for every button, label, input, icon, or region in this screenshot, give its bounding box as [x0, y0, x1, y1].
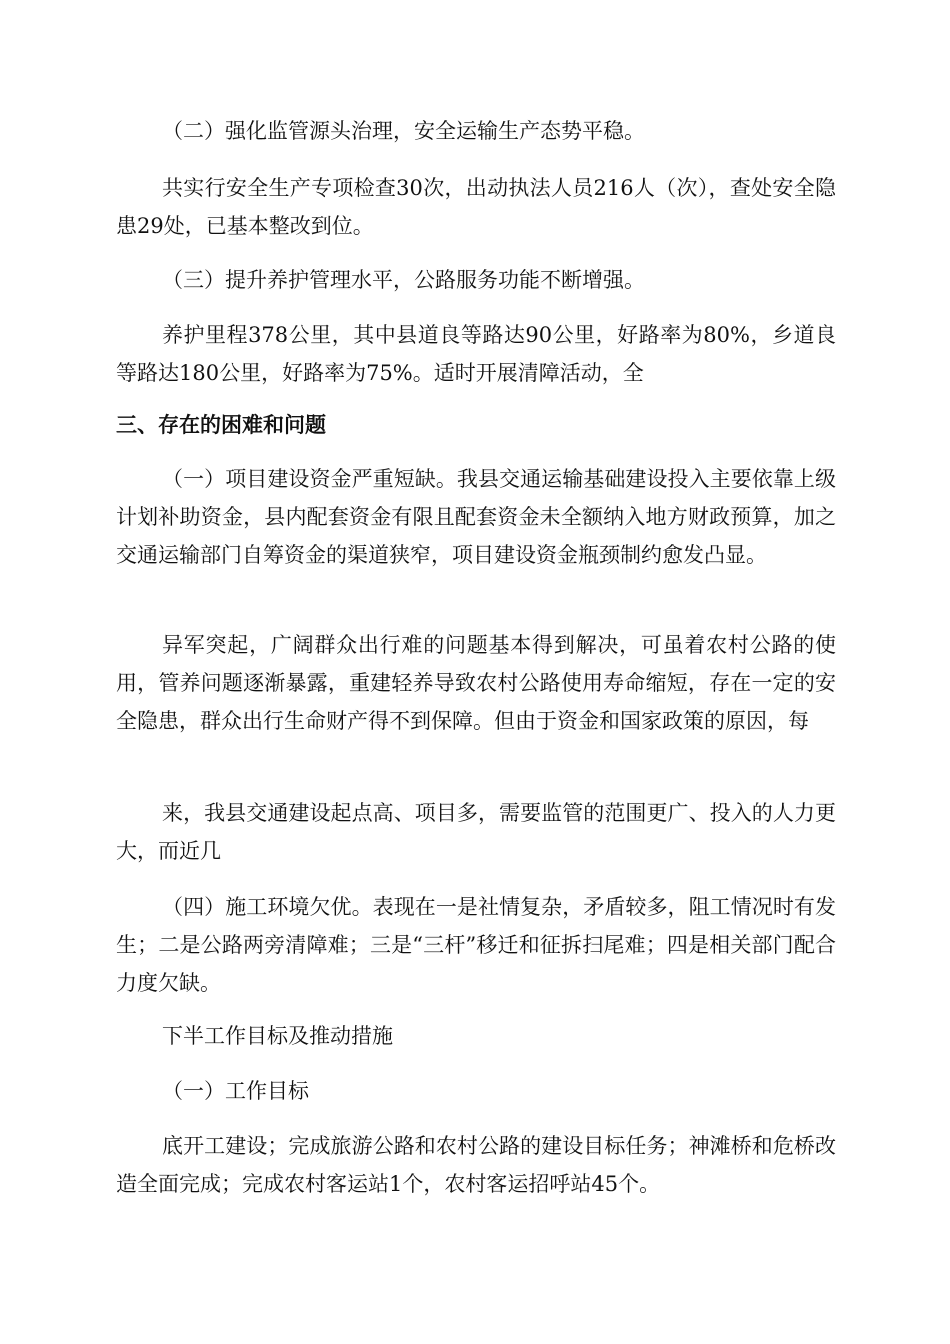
paragraph-safety-inspection: 共实行安全生产专项检查30次，出动执法人员216人（次），查处安全隐患29处，已基本整改到位。	[116, 176, 836, 238]
paragraph-safety-supervision-heading: （二）强化监管源头治理，安全运输生产态势平稳。	[162, 119, 645, 143]
paragraph-construction-environment: （四）施工环境欠优。表现在一是社情复杂，矛盾较多，阻工情况时有发生；二是公路两旁清障难；三是“三杆”移迁和征拆扫尾难；四是相关部门配合力度欠缺。	[116, 895, 836, 995]
paragraph-funding-shortage: （一）项目建设资金严重短缺。我县交通运输基础建设投入主要依靠上级计划补助资金，县内配套资金有限且配套资金未全额纳入地方财政预算，加之交通运输部门自筹资金的渠道狭窄，项目建设资金瓶颈制约愈发凸显。	[116, 467, 836, 567]
section-heading-problems: 三、存在的困难和问题	[116, 413, 326, 437]
paragraph-work-goals: 底开工建设；完成旅游公路和农村公路的建设目标任务；神滩桥和危桥改造全面完成；完成农村客运站1个，农村客运招呼站45个。	[116, 1134, 836, 1196]
paragraph-maintenance-mileage: 养护里程378公里，其中县道良等路达90公里，好路率为80%，乡道良等路达180公里，好路率为75%。适时开展清障活动，全	[116, 323, 836, 385]
paragraph-work-goals-heading: （一）工作目标	[162, 1079, 309, 1103]
paragraph-maintenance-issues: 异军突起，广阔群众出行难的问题基本得到解决，可虽着农村公路的使用，管养问题逐渐暴露，重建轻养导致农村公路使用寿命缩短，存在一定的安全隐患，群众出行生命财产得不到保障。但由于资金和国家政策的原因，每	[116, 633, 836, 733]
paragraph-maintenance-heading: （三）提升养护管理水平，公路服务功能不断增强。	[162, 268, 645, 292]
paragraph-second-half-goals-heading: 下半工作目标及推动措施	[162, 1024, 393, 1048]
paragraph-supervision-scope: 来，我县交通建设起点高、项目多，需要监管的范围更广、投入的人力更大，而近几	[116, 801, 836, 863]
